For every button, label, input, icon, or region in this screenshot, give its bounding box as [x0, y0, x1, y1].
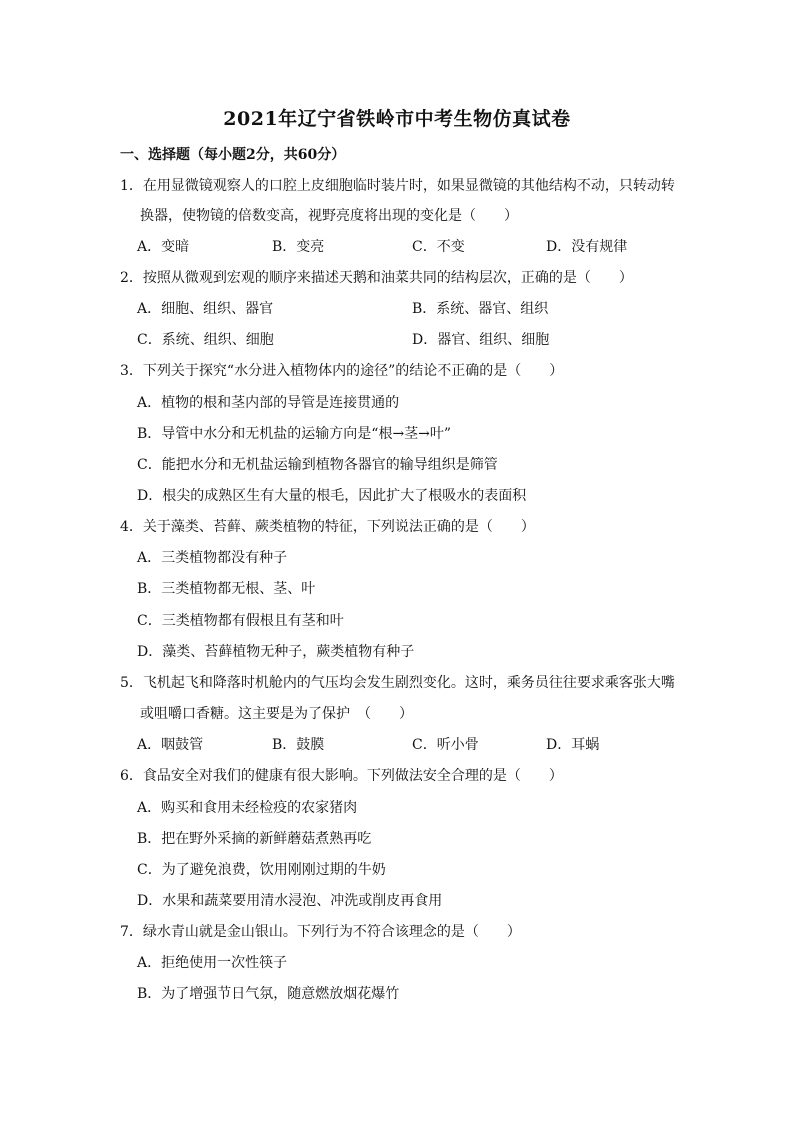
question-1-option-a: A．变暗 [137, 239, 190, 255]
question-1-stem-line-2: 换器，使物镜的倍数变高，视野亮度将出现的变化是（ ） [140, 208, 518, 224]
question-6-option-d: D．水果和蔬菜要用清水浸泡、冲洗或削皮再食用 [137, 893, 443, 909]
question-4-stem: 4．关于藻类、苔藓、蕨类植物的特征，下列说法正确的是（ ） [120, 519, 535, 535]
question-1-option-b: B．变亮 [272, 239, 325, 255]
question-5-option-b: B．鼓膜 [272, 737, 325, 753]
question-2-option-b: B．系统、器官、组织 [412, 301, 549, 317]
question-2-option-a: A．细胞、组织、器官 [137, 301, 274, 317]
question-3-option-a: A．植物的根和茎内部的导管是连接贯通的 [137, 395, 400, 411]
question-4-option-d: D．藻类、苔藓植物无种子，蕨类植物有种子 [137, 644, 415, 660]
question-5-stem-line-1: 5．飞机起飞和降落时机舱内的气压均会发生剧烈变化。这时，乘务员往往要求乘客张大嘴 [120, 675, 675, 691]
question-6-option-b: B．把在野外采摘的新鲜蘑菇煮熟再吃 [137, 831, 372, 847]
question-4-option-c: C．三类植物都有假根且有茎和叶 [137, 613, 344, 629]
question-5-option-a: A．咽鼓管 [137, 737, 204, 753]
question-2-option-c: C．系统、组织、细胞 [137, 332, 274, 348]
question-7-option-a: A．拒绝使用一次性筷子 [137, 955, 288, 971]
question-6-stem: 6．食品安全对我们的健康有很大影响。下列做法安全合理的是（ ） [120, 768, 563, 784]
question-4-option-b: B．三类植物都无根、茎、叶 [137, 581, 316, 597]
question-2-option-d: D．器官、组织、细胞 [412, 332, 550, 348]
exam-title: 2021年辽宁省铁岭市中考生物仿真试卷 [223, 108, 571, 130]
question-7-stem: 7．绿水青山就是金山银山。下列行为不符合该理念的是（ ） [120, 924, 521, 940]
question-7-option-b: B．为了增强节日气氛，随意燃放烟花爆竹 [137, 986, 400, 1002]
question-5-option-d: D．耳蜗 [546, 737, 600, 753]
question-2-stem: 2．按照从微观到宏观的顺序来描述天鹅和油菜共同的结构层次，正确的是（ ） [120, 270, 633, 286]
question-5-stem-line-2: 或咀嚼口香糖。这主要是为了保护 （ ） [140, 706, 413, 722]
question-3-option-b: B．导管中水分和无机盐的运输方向是“根→茎→叶” [137, 426, 452, 442]
question-1-option-c: C．不变 [412, 239, 465, 255]
question-5-option-c: C．听小骨 [412, 737, 479, 753]
question-4-option-a: A．三类植物都没有种子 [137, 550, 288, 566]
question-3-option-c: C．能把水分和无机盐运输到植物各器官的输导组织是筛管 [137, 457, 498, 473]
question-6-option-a: A．购买和食用未经检疫的农家猪肉 [137, 800, 358, 816]
question-1-stem-line-1: 1．在用显微镜观察人的口腔上皮细胞临时装片时，如果显微镜的其他结构不动，只转动转 [120, 178, 675, 194]
question-1-option-d: D．没有规律 [546, 239, 628, 255]
question-3-option-d: D．根尖的成熟区生有大量的根毛，因此扩大了根吸水的表面积 [137, 488, 527, 504]
question-6-option-c: C．为了避免浪费，饮用刚刚过期的牛奶 [137, 862, 386, 878]
question-3-stem: 3．下列关于探究“水分进入植物体内的途径”的结论不正确的是（ ） [120, 363, 564, 379]
section-heading: 一、选择题（每小题2分，共60分） [120, 147, 346, 163]
